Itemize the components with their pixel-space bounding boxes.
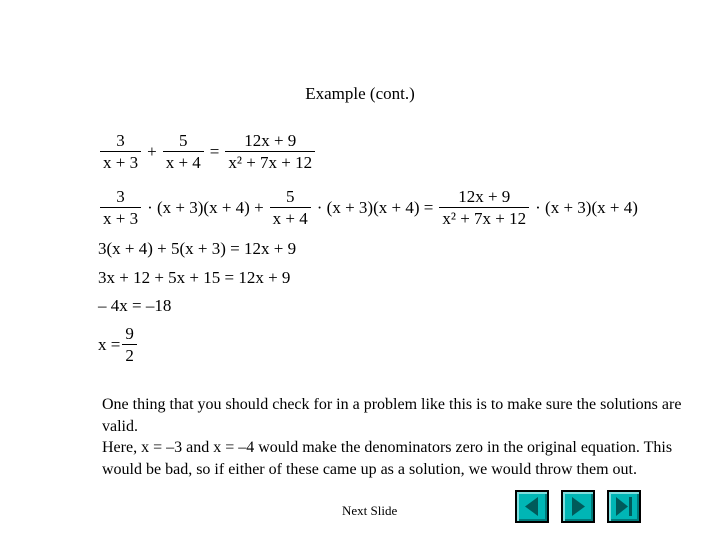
explanation-paragraph-1: One thing that you should check for in a problem like this is to make sure the solutions are valid. [102,396,682,435]
fraction: $\frac{12x + 9}{\text{x² + 7x + 12}}$ [225,132,315,171]
fraction: $\frac{9}{2}$ [122,325,137,364]
slide-title: Example (cont.) [305,84,415,103]
fraction: $\frac{5}{x + 4}$ [270,188,311,227]
fraction: $\frac{12x + 9}{\text{x² + 7x + 12}}$ [439,188,529,227]
fraction: $\frac{3}{x + 3}$ [100,132,141,171]
equation-line-1: $\frac{3}{x + 3}$ + $\frac{5}{x + 4}$ = $\frac{12x + 9}{\text{x² + 7x + 12}}$ [98,132,317,171]
end-arrow-icon [609,492,639,521]
next-slide-link[interactable]: Next Slide [342,503,398,518]
next-arrow-icon [563,492,593,521]
equation-line-5: – 4x = –18 [98,296,172,315]
previous-arrow-icon [517,492,547,521]
equation-line-3: 3(x + 4) + 5(x + 3) = 12x + 9 [98,239,297,258]
fraction: $\frac{5}{x + 4}$ [163,132,204,171]
fraction: $\frac{3}{x + 3}$ [100,188,141,227]
last-slide-button[interactable] [607,490,641,523]
previous-slide-button[interactable] [515,490,549,523]
equation-line-4: 3x + 12 + 5x + 15 = 12x + 9 [98,268,291,287]
explanation-text [102,394,702,480]
equation-line-2: $\frac{3}{x + 3}$ · (x + 3)(x + 4) + $\frac{5}{x + 4}$ · (x + 3)(x + 4) = $\frac{12x + 9}{\text{x² + 7x + 12}}$ · (x + 3)(x + 4) [98,188,642,227]
explanation-paragraph-2: Here, x = –3 and x = –4 would make the denominators zero in the original equation. This would be bad, so if either of these came up as a solution, we would throw them out. [102,439,673,478]
equation-line-6: x = $\frac{9}{2}$ [98,325,139,364]
next-slide-button[interactable] [561,490,595,523]
